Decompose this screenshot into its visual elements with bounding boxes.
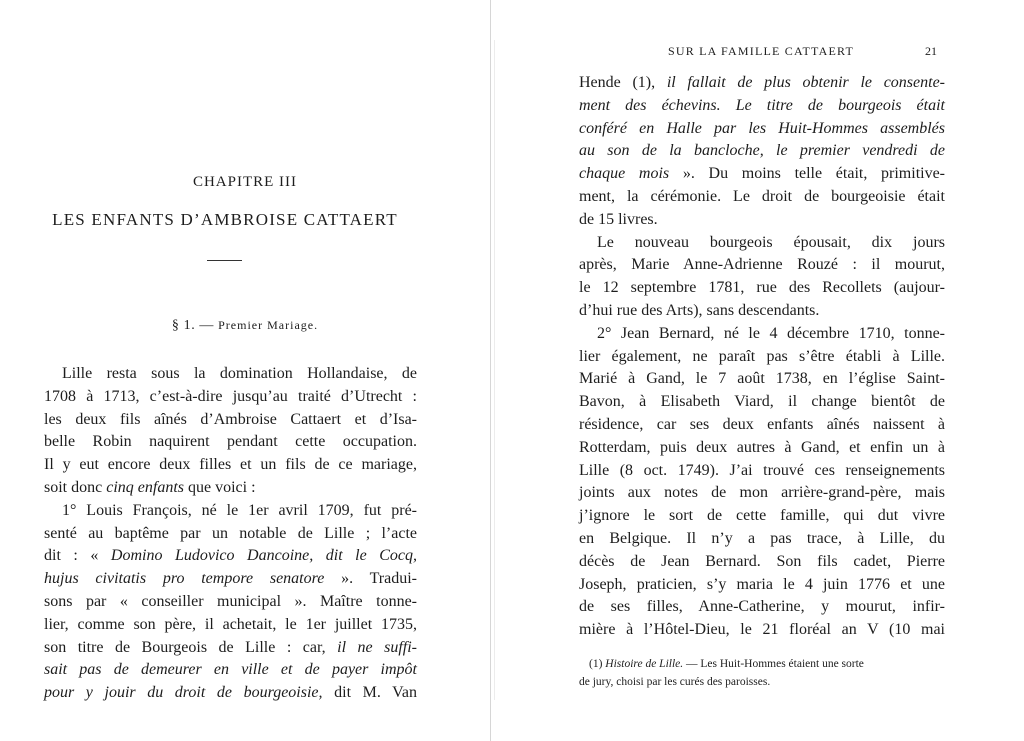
text-line: chaque mois ». Du moins telle était, primitive-	[579, 165, 946, 183]
footnote-marker: (1)	[589, 658, 603, 670]
text-line: mière à l’Hôtel-Dieu, le 21 floréal an V (10 mai	[579, 621, 945, 639]
chapter-title: LES ENFANTS D’AMBROISE CATTAERT	[52, 210, 398, 229]
text-line: Marié à Gand, le 7 août 1738, en l’église Saint-	[579, 370, 945, 388]
text-line: 2° Jean Bernard, né le 4 décembre 1710, tonne-	[597, 324, 945, 342]
text-line: décès de Jean Bernard. Son fils cadet, Pierre	[579, 552, 945, 570]
section-heading	[0, 318, 490, 334]
text-line: belle Robin naquirent pendant cette occupation.	[44, 433, 417, 451]
text-line: ment des échevins. Le titre de bourgeois était	[579, 96, 945, 114]
text-line: ment, la cérémonie. Le droit de bourgeoisie était	[579, 187, 945, 205]
page-gutter	[490, 0, 491, 741]
text-line: Hende (1), il fallait de plus obtenir le consente-	[579, 74, 945, 91]
text-line: 1708 à 1713, c’est-à-dire jusqu’au traité d’Utrecht :	[44, 387, 417, 405]
footnote-line: de jury, choisi par les curés des paroisses.	[579, 676, 771, 688]
text-line: Il y eut encore deux filles et un fils de ce mariage,	[44, 456, 417, 474]
text-line: d’hui rue des Arts), sans descendants.	[579, 301, 820, 319]
page-number: 21	[925, 44, 937, 58]
right-body-text	[579, 72, 945, 642]
text-line: dit : « Domino Ludovico Dancoine, dit le Cocq,	[44, 547, 418, 565]
text-line: de 15 livres.	[579, 210, 658, 228]
text-line: Lille (8 oct. 1749). J’ai trouvé ces renseignements	[579, 461, 945, 479]
text-line: soit donc cinq enfants que voici :	[44, 478, 256, 496]
text-line: lier, comme son père, il achetait, le 1er juillet 1735,	[44, 615, 417, 633]
text-line: en Belgique. Il n’y a pas trace, à Lille, du	[579, 529, 945, 547]
left-body-text	[44, 363, 417, 705]
footnote-source: Histoire de Lille.	[605, 658, 684, 670]
text-line: lier également, ne paraît pas s’être établi à Lille.	[579, 347, 945, 365]
title-rule	[207, 260, 242, 261]
section-marker: § 1. —	[171, 318, 215, 333]
text-line: Lille resta sous la domination Hollandaise, de	[62, 365, 417, 382]
text-line: pour y jouir du droit de bourgeoisie, dit M. Van	[44, 684, 418, 702]
text-line: sons par « conseiller municipal ». Maître tonne-	[44, 592, 417, 610]
text-line: le 12 septembre 1781, rue des Recollets (aujour-	[579, 279, 945, 297]
right-page	[495, 0, 1024, 741]
text-line: Rotterdam, puis deux autres à Gand, et enfin un à	[579, 438, 945, 456]
text-line: résidence, car ses deux enfants aînés naissent à	[579, 415, 945, 433]
text-line: sait pas de demeurer en ville et de payer impôt	[44, 661, 417, 679]
running-head: SUR LA FAMILLE CATTAERT	[667, 44, 855, 58]
text-line: 1° Louis François, né le 1er avril 1709, fut pré-	[62, 501, 417, 519]
text-line: conféré en Halle par les Huit-Hommes assemblés	[579, 119, 945, 137]
text-line: senté au baptême par un notable de Lille ; l’acte	[44, 524, 417, 542]
left-page	[0, 0, 490, 741]
section-title: Premier Mariage.	[218, 318, 319, 332]
text-line: les deux fils aînés d’Ambroise Cattaert et d’Isa-	[44, 410, 417, 428]
text-line: joints aux notes de mon arrière-grand-père, mais	[579, 484, 945, 502]
footnote-line: (1) Histoire de Lille. — Les Huit-Hommes étaient une sorte	[589, 658, 864, 670]
text-line: son titre de Bourgeois de Lille : car, il ne suffi-	[44, 638, 417, 656]
chapter-number: CHAPITRE III	[192, 174, 298, 190]
text-line: j’ignore le sort de cette famille, qui dut vivre	[579, 507, 945, 525]
text-line: Bavon, à Elisabeth Viard, il change bientôt de	[579, 393, 945, 411]
text-line: après, Marie Anne-Adrienne Rouzé : il mourut,	[579, 256, 945, 274]
text-line: de ses filles, Anne-Catherine, y mourut, infir-	[579, 598, 945, 616]
text-line: Joseph, praticien, s’y maria le 4 juin 1776 et une	[579, 575, 945, 593]
footnote	[579, 655, 959, 691]
text-line: hujus civitatis pro tempore senatore ». Tradui-	[44, 570, 418, 588]
text-line: au son de la bancloche, le premier vendredi de	[579, 142, 945, 160]
text-line: Le nouveau bourgeois épousait, dix jours	[597, 233, 945, 251]
